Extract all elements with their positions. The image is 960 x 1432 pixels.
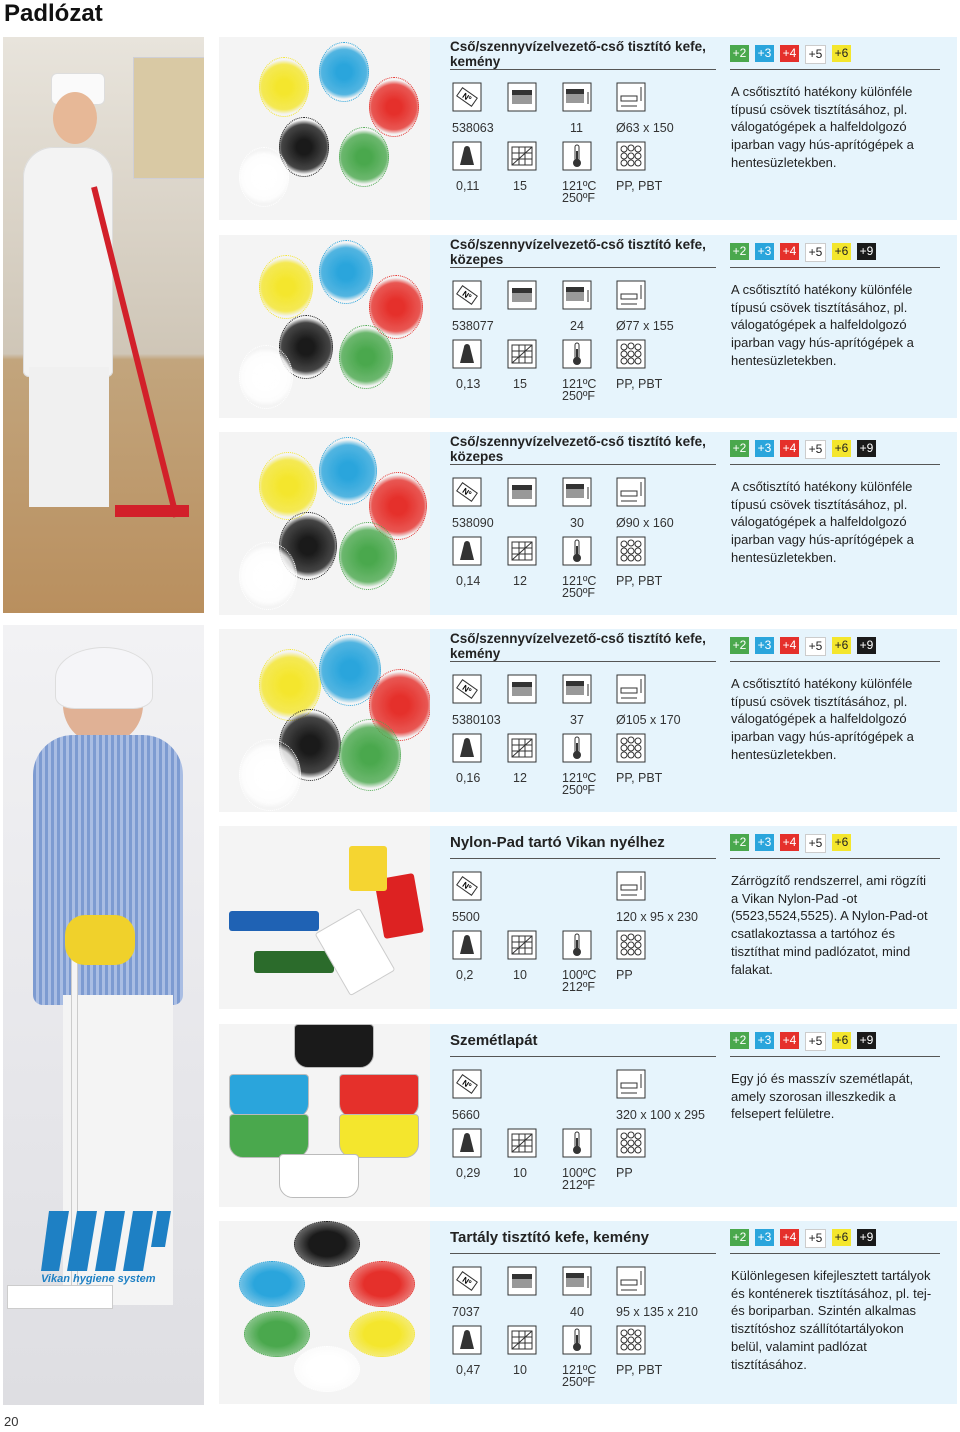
svg-text:Nº: Nº: [460, 91, 473, 104]
dustpan: [294, 1024, 374, 1068]
dimensions-icon: [616, 871, 646, 901]
color-badge-c6: +6: [832, 834, 851, 851]
max-temperature-icon: [562, 339, 592, 369]
brush-ball: [239, 739, 301, 811]
color-badge-c5: +5: [805, 1229, 826, 1248]
dimensions-value: 320 x 100 x 295: [616, 1108, 705, 1122]
temperature-fahrenheit-value: 250ºF: [562, 1375, 596, 1389]
pieces-per-pallet-icon: [507, 536, 537, 566]
white-trousers: [29, 367, 109, 507]
brush-stiffness-icon: [507, 674, 537, 704]
product-description: A csőtisztító hatékony különféle típusú csövek tisztításához, pl. válogatógépek a halfeldolgozó iparban vagy hús-aprítógépek a hentesüzletekben.: [731, 676, 914, 762]
material-value: PP: [616, 968, 633, 982]
weight-icon: [452, 141, 482, 171]
dimensions-icon: [616, 280, 646, 310]
product-photo: [219, 235, 430, 418]
pieces-per-box-value: 24: [570, 319, 584, 333]
color-badges: [730, 637, 876, 655]
product-title: Tartály tisztító kefe, kemény: [450, 1229, 649, 1246]
broom-head: [7, 1285, 113, 1309]
weight-value: 0,11: [456, 179, 480, 193]
brush-ball: [259, 255, 313, 319]
brush-ball: [239, 542, 297, 610]
color-badge-c6: +6: [832, 45, 851, 62]
dustpan: [339, 1074, 419, 1118]
pieces-per-pallet-value: 10: [513, 1166, 527, 1180]
badges-divider: [730, 267, 940, 268]
pieces-per-pallet-value: 15: [513, 179, 527, 193]
dimensions-value: 120 x 95 x 230: [616, 910, 699, 924]
pieces-per-pallet-value: 12: [513, 771, 527, 785]
color-badge-c3: +3: [755, 834, 774, 851]
temperature-fahrenheit-value: 212ºF: [562, 980, 596, 994]
temperature-celsius-value: 121ºC: [562, 179, 597, 193]
product-card-538077: [219, 235, 957, 418]
pieces-per-box-icon: [562, 674, 592, 704]
color-badge-c3: +3: [755, 1229, 774, 1246]
product-card-538063: [219, 37, 957, 220]
weight-value: 0,16: [456, 771, 481, 785]
brush-stiffness-icon: [507, 280, 537, 310]
temperature-celsius-value: 121ºC: [562, 1363, 597, 1377]
color-badge-c5: +5: [805, 637, 826, 656]
color-badges: [730, 834, 851, 852]
svg-text:Nº: Nº: [460, 1275, 473, 1288]
item-number-value: 538090: [452, 516, 494, 530]
color-badge-c3: +3: [755, 243, 774, 260]
weight-value: 0,29: [456, 1166, 481, 1180]
badges-divider: [730, 1056, 940, 1057]
color-badge-c5: +5: [805, 45, 826, 64]
svg-text:Nº: Nº: [460, 486, 473, 499]
temperature-fahrenheit-value: 250ºF: [562, 586, 596, 600]
title-divider: [450, 267, 716, 268]
title-divider: [450, 1056, 716, 1057]
temperature-celsius-value: 121ºC: [562, 574, 597, 588]
product-description: A csőtisztító hatékony különféle típusú csövek tisztításához, pl. válogatógépek a halfeldolgozó iparban vagy hús-aprítógépek a hentesüzletekben.: [731, 479, 914, 565]
yellow-glove: [65, 915, 135, 965]
product-description: Zárrögzítő rendszerrel, ami rögzíti a Vikan Nylon-Pad -ot (5523,5524,5525). A Nylon-Pad-ot csatlakoztassa a tartóhoz és tisztíthat mind padlózatot, mind falakat.: [731, 873, 928, 977]
color-badge-c4: +4: [780, 834, 799, 851]
product-title: Cső/szennyvízelvezető-cső tisztító kefe, kemény: [450, 39, 706, 69]
brush-stiffness-icon: [507, 477, 537, 507]
weight-icon: [452, 339, 482, 369]
product-photo: [219, 1221, 430, 1404]
color-badge-c2: +2: [730, 834, 749, 851]
product-card-538090: [219, 432, 957, 615]
brush-ball: [339, 719, 401, 791]
color-badge-c4: +4: [780, 45, 799, 62]
pad-holder-blue: [229, 911, 319, 931]
color-badge-c4: +4: [780, 243, 799, 260]
brush-stiffness-icon: [507, 82, 537, 112]
item-number-icon: [452, 280, 482, 310]
item-number-value: 5500: [452, 910, 480, 924]
material-icon: [616, 1128, 646, 1158]
material-icon: [616, 141, 646, 171]
product-photo: [219, 826, 430, 1009]
product-description: A csőtisztító hatékony különféle típusú csövek tisztításához, pl. válogatógépek a halfeldolgozó iparban vagy hús-aprítógépek a hentesüzletekben.: [731, 84, 914, 170]
pieces-per-pallet-icon: [507, 339, 537, 369]
material-value: PP, PBT: [616, 771, 663, 785]
material-value: PP, PBT: [616, 377, 663, 391]
color-badge-c6: +6: [832, 440, 851, 457]
pieces-per-pallet-value: 10: [513, 1363, 527, 1377]
brush-ball: [319, 240, 373, 304]
color-badge-c4: +4: [780, 440, 799, 457]
item-number-icon: [452, 1069, 482, 1099]
badges-divider: [730, 69, 940, 70]
max-temperature-icon: [562, 536, 592, 566]
brush-stiffness-icon: [507, 1266, 537, 1296]
title-divider: [450, 858, 716, 859]
product-card-5660: [219, 1024, 957, 1207]
brush-ball: [239, 345, 293, 409]
product-title: Szemétlapát: [450, 1032, 538, 1049]
product-title: Cső/szennyvízelvezető-cső tisztító kefe, közepes: [450, 237, 706, 267]
color-badge-c9: +9: [857, 243, 876, 260]
material-value: PP, PBT: [616, 1363, 663, 1377]
brush-ball: [339, 325, 393, 389]
brush-ball: [259, 452, 317, 520]
dustpan: [279, 1154, 359, 1198]
product-card-7037: [219, 1221, 957, 1404]
brush-ball: [349, 1261, 415, 1307]
badges-divider: [730, 858, 940, 859]
title-divider: [450, 661, 716, 662]
hair-net: [55, 647, 153, 709]
max-temperature-icon: [562, 1128, 592, 1158]
material-value: PP: [616, 1166, 633, 1180]
product-card-5380103: [219, 629, 957, 812]
color-badge-c6: +6: [832, 637, 851, 654]
color-badge-c2: +2: [730, 1229, 749, 1246]
badges-divider: [730, 661, 940, 662]
page-title: Padlózat: [4, 0, 103, 27]
brush-ball: [294, 1346, 360, 1392]
red-squeegee-blade: [115, 505, 189, 517]
temperature-celsius-value: 100ºC: [562, 1166, 597, 1180]
material-icon: [616, 536, 646, 566]
brush-ball: [369, 77, 419, 137]
material-value: PP, PBT: [616, 179, 663, 193]
pieces-per-box-value: 11: [570, 121, 583, 135]
max-temperature-icon: [562, 141, 592, 171]
pad-holder-green: [254, 951, 334, 973]
dimensions-value: 95 x 135 x 210: [616, 1305, 699, 1319]
pieces-per-box-icon: [562, 280, 592, 310]
item-number-value: 5660: [452, 1108, 480, 1122]
page-number: 20: [4, 1414, 19, 1429]
badges-divider: [730, 464, 940, 465]
dimensions-value: Ø77 x 155: [616, 319, 674, 333]
color-badge-c2: +2: [730, 440, 749, 457]
color-badge-c6: +6: [832, 1032, 851, 1049]
item-number-value: 5380103: [452, 713, 501, 727]
color-badge-c6: +6: [832, 1229, 851, 1246]
weight-value: 0,13: [456, 377, 481, 391]
color-badge-c2: +2: [730, 243, 749, 260]
item-number-icon: [452, 871, 482, 901]
color-badge-c3: +3: [755, 45, 774, 62]
material-icon: [616, 733, 646, 763]
title-divider: [450, 1253, 716, 1254]
weight-value: 0,14: [456, 574, 481, 588]
vikan-logo: [41, 1211, 171, 1271]
color-badge-c3: +3: [755, 440, 774, 457]
color-badges: [730, 1229, 876, 1247]
color-badges: [730, 243, 876, 261]
brush-ball: [239, 147, 289, 207]
pieces-per-pallet-value: 12: [513, 574, 527, 588]
product-photo: [219, 432, 430, 615]
material-value: PP, PBT: [616, 574, 663, 588]
pieces-per-box-icon: [562, 1266, 592, 1296]
max-temperature-icon: [562, 930, 592, 960]
color-badge-c9: +9: [857, 637, 876, 654]
color-badge-c4: +4: [780, 637, 799, 654]
dimensions-value: Ø90 x 160: [616, 516, 674, 530]
brush-ball: [259, 57, 309, 117]
product-photo: [219, 629, 430, 812]
white-coat: [23, 147, 113, 377]
color-badges: [730, 45, 851, 63]
color-badge-c4: +4: [780, 1229, 799, 1246]
color-badges: [730, 440, 876, 458]
color-badge-c2: +2: [730, 1032, 749, 1049]
color-badge-c5: +5: [805, 440, 826, 459]
dimensions-value: Ø63 x 150: [616, 121, 674, 135]
brush-ball: [239, 1261, 305, 1307]
product-title: Cső/szennyvízelvezető-cső tisztító kefe, közepes: [450, 434, 706, 464]
product-title: Nylon-Pad tartó Vikan nyélhez: [450, 834, 665, 851]
pieces-per-pallet-value: 15: [513, 377, 527, 391]
vikan-logo-text: Vikan hygiene system: [41, 1273, 156, 1285]
dimensions-icon: [616, 1069, 646, 1099]
brush-ball: [319, 42, 369, 102]
color-badge-c3: +3: [755, 637, 774, 654]
item-number-icon: [452, 82, 482, 112]
stacked-trays: [133, 57, 204, 179]
weight-icon: [452, 930, 482, 960]
brush-ball: [339, 522, 397, 590]
weight-icon: [452, 1325, 482, 1355]
color-badge-c5: +5: [805, 243, 826, 262]
temperature-celsius-value: 121ºC: [562, 377, 597, 391]
item-number-icon: [452, 477, 482, 507]
brush-ball: [339, 127, 389, 187]
product-description: Egy jó és masszív szemétlapát, amely szorosan illeszkedik a felsepert felületre.: [731, 1071, 914, 1122]
brush-ball: [244, 1311, 310, 1357]
max-temperature-icon: [562, 733, 592, 763]
pieces-per-pallet-icon: [507, 1325, 537, 1355]
weight-icon: [452, 733, 482, 763]
material-icon: [616, 1325, 646, 1355]
pad-holder-yellow: [349, 846, 387, 891]
color-badge-c9: +9: [857, 1032, 876, 1049]
temperature-fahrenheit-value: 250ºF: [562, 783, 596, 797]
material-icon: [616, 930, 646, 960]
item-number-value: 538077: [452, 319, 494, 333]
pieces-per-box-icon: [562, 82, 592, 112]
color-badges: [730, 1032, 876, 1050]
product-description: Különlegesen kifejlesztett tartályok és konténerek tisztításához, pl. tej- és boriparban. Szintén alkalmas tisztítóshoz szállítótartályokon belül, valamint padlózat tisztításához.: [731, 1268, 932, 1372]
color-badge-c2: +2: [730, 637, 749, 654]
worker-with-squeegee-photo: [3, 37, 204, 613]
item-number-value: 538063: [452, 121, 494, 135]
color-badge-c5: +5: [805, 834, 826, 853]
weight-value: 0,47: [456, 1363, 481, 1377]
material-icon: [616, 339, 646, 369]
brush-ball: [349, 1311, 415, 1357]
pieces-per-box-value: 40: [570, 1305, 584, 1319]
svg-text:Nº: Nº: [460, 1078, 473, 1091]
pieces-per-pallet-icon: [507, 141, 537, 171]
dustpan: [339, 1114, 419, 1158]
weight-value: 0,2: [456, 968, 474, 982]
dimensions-value: Ø105 x 170: [616, 713, 681, 727]
dustpan: [229, 1074, 309, 1118]
product-title: Cső/szennyvízelvezető-cső tisztító kefe, kemény: [450, 631, 706, 661]
temperature-celsius-value: 121ºC: [562, 771, 597, 785]
pieces-per-pallet-icon: [507, 930, 537, 960]
title-divider: [450, 464, 716, 465]
weight-icon: [452, 1128, 482, 1158]
title-divider: [450, 69, 716, 70]
svg-text:Nº: Nº: [460, 289, 473, 302]
dustpan: [229, 1114, 309, 1158]
max-temperature-icon: [562, 1325, 592, 1355]
product-description: A csőtisztító hatékony különféle típusú csövek tisztításához, pl. válogatógépek a halfeldolgozó iparban vagy hús-aprítógépek a hentesüzletekben.: [731, 282, 914, 368]
temperature-fahrenheit-value: 250ºF: [562, 389, 596, 403]
product-card-5500: [219, 826, 957, 1009]
worker-face: [53, 92, 97, 144]
dimensions-icon: [616, 477, 646, 507]
pieces-per-pallet-icon: [507, 733, 537, 763]
color-badge-c5: +5: [805, 1032, 826, 1051]
color-badge-c9: +9: [857, 440, 876, 457]
dimensions-icon: [616, 1266, 646, 1296]
pieces-per-pallet-value: 10: [513, 968, 527, 982]
color-badge-c2: +2: [730, 45, 749, 62]
product-photo: [219, 37, 430, 220]
color-badge-c3: +3: [755, 1032, 774, 1049]
brush-ball: [319, 437, 377, 505]
item-number-icon: [452, 674, 482, 704]
worker-with-broom-photo: [3, 625, 204, 1405]
color-badge-c9: +9: [857, 1229, 876, 1246]
temperature-celsius-value: 100ºC: [562, 968, 597, 982]
item-number-icon: [452, 1266, 482, 1296]
weight-icon: [452, 536, 482, 566]
svg-text:Nº: Nº: [460, 880, 473, 893]
product-photo: [219, 1024, 430, 1207]
temperature-fahrenheit-value: 212ºF: [562, 1178, 596, 1192]
temperature-fahrenheit-value: 250ºF: [562, 191, 596, 205]
dimensions-icon: [616, 674, 646, 704]
pieces-per-box-value: 37: [570, 713, 584, 727]
brush-ball: [294, 1221, 360, 1267]
dimensions-icon: [616, 82, 646, 112]
left-photo-column: [3, 37, 204, 1405]
item-number-value: 7037: [452, 1305, 480, 1319]
badges-divider: [730, 1253, 940, 1254]
svg-text:Nº: Nº: [460, 683, 473, 696]
pieces-per-box-value: 30: [570, 516, 584, 530]
pieces-per-pallet-icon: [507, 1128, 537, 1158]
color-badge-c4: +4: [780, 1032, 799, 1049]
color-badge-c6: +6: [832, 243, 851, 260]
pieces-per-box-icon: [562, 477, 592, 507]
